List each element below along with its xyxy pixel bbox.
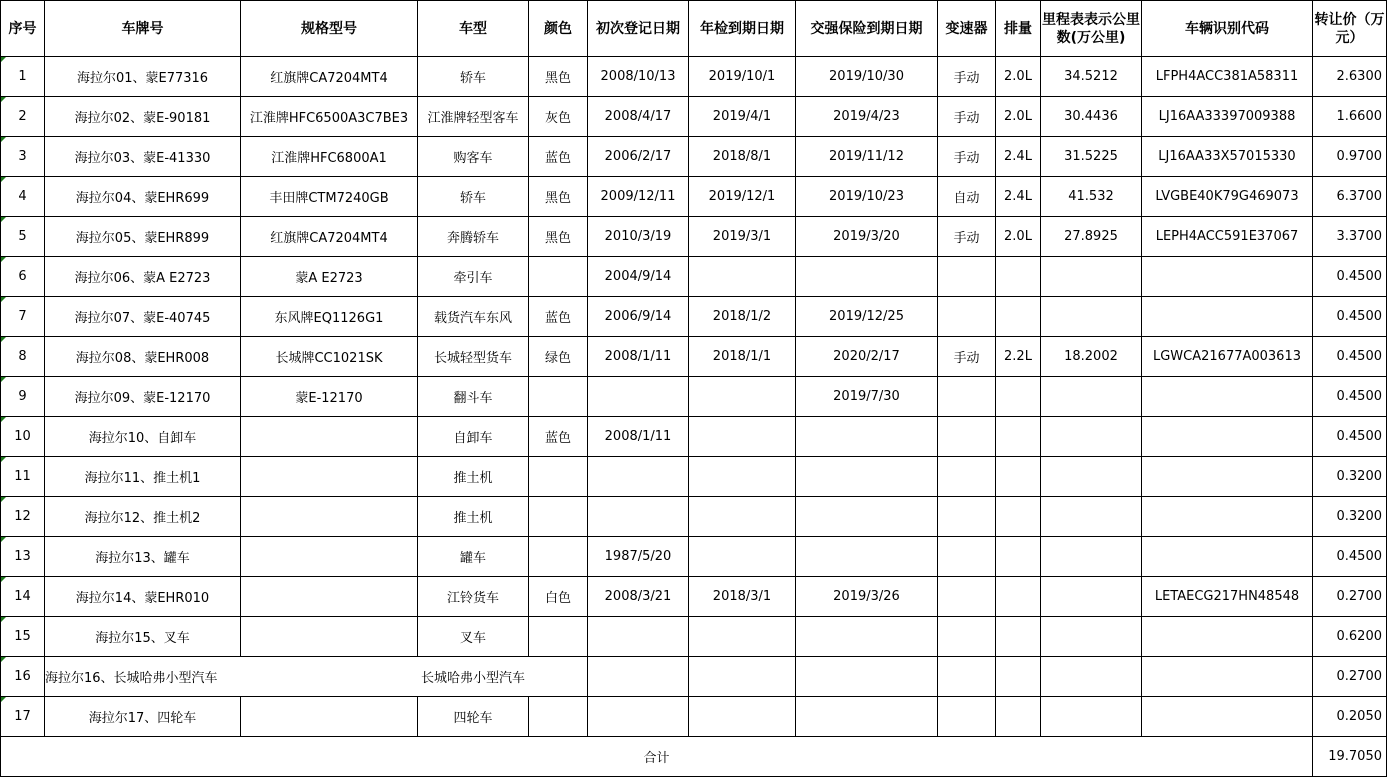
cell-displacement[interactable] (996, 417, 1041, 457)
cell-seq[interactable] (1, 577, 45, 617)
cell-seq[interactable] (1, 497, 45, 537)
cell-text: 9 (18, 389, 27, 404)
cell-inspect-date[interactable] (689, 417, 796, 457)
error-indicator-icon (1, 417, 6, 422)
table-row (1, 537, 1387, 577)
cell-type[interactable]: 奔腾轿车 (418, 217, 529, 257)
cell-reg-date[interactable]: 2006/9/14 (588, 297, 689, 337)
cell-insurance-date[interactable]: 2020/2/17 (796, 337, 938, 377)
cell-gearbox[interactable] (938, 297, 996, 337)
cell-plate[interactable]: 海拉尔08、蒙EHR008 (45, 337, 241, 377)
cell-price[interactable]: 0.9700 (1313, 137, 1387, 177)
cell-color[interactable] (529, 697, 588, 737)
cell-reg-date[interactable]: 2009/12/11 (588, 177, 689, 217)
cell-price[interactable]: 0.4500 (1313, 257, 1387, 297)
cell-insurance-date[interactable]: 2019/12/25 (796, 297, 938, 337)
cell-plate[interactable]: 海拉尔05、蒙EHR899 (45, 217, 241, 257)
cell-type[interactable]: 载货汽车东风 (418, 297, 529, 337)
cell-model[interactable] (241, 697, 418, 737)
cell-text: 5 (18, 229, 27, 244)
cell-seq[interactable] (1, 177, 45, 217)
total-value[interactable]: 19.7050 (1313, 737, 1387, 777)
cell-color[interactable]: 黑色 (529, 177, 588, 217)
cell-price[interactable]: 0.2050 (1313, 697, 1387, 737)
cell-price[interactable]: 0.2700 (1313, 577, 1387, 617)
cell-vin[interactable] (1142, 457, 1313, 497)
cell-color[interactable]: 蓝色 (529, 417, 588, 457)
cell-displacement[interactable] (996, 617, 1041, 657)
cell-seq[interactable] (1, 697, 45, 737)
cell-plate[interactable]: 海拉尔02、蒙E-90181 (45, 97, 241, 137)
table-row (1, 457, 1387, 497)
cell-type[interactable]: 叉车 (418, 617, 529, 657)
table-row (1, 337, 1387, 377)
cell-model[interactable]: 红旗牌CA7204MT4 (241, 57, 418, 97)
table-row (1, 57, 1387, 97)
header-seq[interactable]: 序号 (1, 1, 45, 57)
error-indicator-icon (1, 617, 6, 622)
cell-seq[interactable] (1, 657, 45, 697)
cell-gearbox[interactable] (938, 577, 996, 617)
error-indicator-icon (1, 577, 6, 582)
cell-color[interactable]: 黑色 (529, 217, 588, 257)
cell-plate[interactable]: 海拉尔03、蒙E-41330 (45, 137, 241, 177)
cell-insurance-date[interactable] (796, 257, 938, 297)
cell-gearbox[interactable]: 手动 (938, 217, 996, 257)
cell-gearbox[interactable]: 手动 (938, 137, 996, 177)
cell-gearbox[interactable] (938, 257, 996, 297)
cell-text: 3 (18, 149, 27, 164)
total-label[interactable]: 合计 (1, 737, 1313, 777)
cell-seq[interactable] (1, 57, 45, 97)
cell-insurance-date[interactable]: 2019/10/23 (796, 177, 938, 217)
cell-insurance-date[interactable]: 2019/3/20 (796, 217, 938, 257)
cell-insurance-date[interactable]: 2019/4/23 (796, 97, 938, 137)
header-row (1, 1, 1387, 57)
cell-displacement[interactable]: 2.4L (996, 137, 1041, 177)
cell-reg-date[interactable] (588, 657, 689, 697)
cell-color[interactable]: 黑色 (529, 57, 588, 97)
header-insurance-date[interactable]: 交强保险到期日期 (796, 1, 938, 57)
cell-vin[interactable] (1142, 697, 1313, 737)
cell-price[interactable]: 1.6600 (1313, 97, 1387, 137)
cell-seq[interactable] (1, 617, 45, 657)
header-color[interactable]: 颜色 (529, 1, 588, 57)
error-indicator-icon (1, 497, 6, 502)
error-indicator-icon (1, 217, 6, 222)
cell-reg-date[interactable] (588, 457, 689, 497)
cell-reg-date[interactable]: 2008/1/11 (588, 337, 689, 377)
table-row (1, 217, 1387, 257)
cell-color[interactable] (529, 497, 588, 537)
cell-displacement[interactable] (996, 377, 1041, 417)
header-mileage[interactable]: 里程表表示公里数(万公里) (1041, 1, 1142, 57)
cell-reg-date[interactable]: 1987/5/20 (588, 537, 689, 577)
cell-plate[interactable]: 海拉尔06、蒙A E2723 (45, 257, 241, 297)
table-row (1, 697, 1387, 737)
cell-displacement[interactable] (996, 537, 1041, 577)
cell-inspect-date[interactable] (689, 617, 796, 657)
cell-reg-date[interactable] (588, 377, 689, 417)
cell-seq[interactable] (1, 97, 45, 137)
cell-insurance-date[interactable] (796, 657, 938, 697)
cell-insurance-date[interactable]: 2019/3/26 (796, 577, 938, 617)
cell-text: 海拉尔16、长城哈弗小型汽车 (45, 671, 218, 686)
cell-reg-date[interactable]: 2008/4/17 (588, 97, 689, 137)
error-indicator-icon (1, 97, 6, 102)
cell-plate[interactable]: 海拉尔07、蒙E-40745 (45, 297, 241, 337)
cell-inspect-date[interactable] (689, 497, 796, 537)
cell-gearbox[interactable] (938, 377, 996, 417)
cell-plate[interactable]: 海拉尔17、四轮车 (45, 697, 241, 737)
cell-seq[interactable] (1, 337, 45, 377)
cell-model[interactable] (241, 417, 418, 457)
cell-mileage[interactable] (1041, 657, 1142, 697)
cell-model[interactable]: 江淮牌HFC6500A3C7BE3 (241, 97, 418, 137)
cell-type[interactable]: 推土机 (418, 457, 529, 497)
cell-type[interactable]: 自卸车 (418, 417, 529, 457)
cell-price[interactable]: 0.6200 (1313, 617, 1387, 657)
cell-mileage[interactable] (1041, 537, 1142, 577)
cell-type[interactable]: 牵引车 (418, 257, 529, 297)
cell-mileage[interactable] (1041, 577, 1142, 617)
cell-vin[interactable]: LJ16AA33X57015330 (1142, 137, 1313, 177)
cell-insurance-date[interactable] (796, 497, 938, 537)
cell-model[interactable]: 长城牌CC1021SK (241, 337, 418, 377)
cell-gearbox[interactable]: 手动 (938, 337, 996, 377)
cell-vin[interactable] (1142, 417, 1313, 457)
cell-text: 16 (14, 669, 31, 684)
cell-plate[interactable]: 海拉尔11、推土机1 (45, 457, 241, 497)
cell-type[interactable]: 江淮牌轻型客车 (418, 97, 529, 137)
cell-model[interactable] (241, 457, 418, 497)
table-row (1, 257, 1387, 297)
cell-color[interactable]: 蓝色 (529, 137, 588, 177)
cell-vin[interactable]: LEPH4ACC591E37067 (1142, 217, 1313, 257)
cell-vin[interactable]: LFPH4ACC381A58311 (1142, 57, 1313, 97)
cell-insurance-date[interactable]: 2019/11/12 (796, 137, 938, 177)
cell-insurance-date[interactable]: 2019/10/30 (796, 57, 938, 97)
cell-price[interactable]: 3.3700 (1313, 217, 1387, 257)
cell-reg-date[interactable] (588, 617, 689, 657)
cell-insurance-date[interactable]: 2019/7/30 (796, 377, 938, 417)
cell-gearbox[interactable]: 自动 (938, 177, 996, 217)
error-indicator-icon (1, 177, 6, 182)
header-displacement[interactable]: 排量 (996, 1, 1041, 57)
cell-displacement[interactable] (996, 657, 1041, 697)
cell-plate[interactable]: 海拉尔04、蒙EHR699 (45, 177, 241, 217)
error-indicator-icon (1, 137, 6, 142)
cell-text: 4 (18, 189, 27, 204)
cell-price[interactable]: 0.4500 (1313, 337, 1387, 377)
table-row (1, 497, 1387, 537)
cell-model[interactable]: 红旗牌CA7204MT4 (241, 217, 418, 257)
cell-color[interactable]: 灰色 (529, 97, 588, 137)
cell-vin[interactable] (1142, 617, 1313, 657)
cell-gearbox[interactable] (938, 657, 996, 697)
cell-displacement[interactable] (996, 257, 1041, 297)
header-model[interactable]: 规格型号 (241, 1, 418, 57)
cell-mileage[interactable]: 30.4436 (1041, 97, 1142, 137)
cell-insurance-date[interactable] (796, 457, 938, 497)
cell-insurance-date[interactable] (796, 417, 938, 457)
cell-color[interactable] (529, 617, 588, 657)
cell-color[interactable]: 白色 (529, 577, 588, 617)
cell-plate[interactable]: 海拉尔14、蒙EHR010 (45, 577, 241, 617)
cell-text: 15 (14, 629, 31, 644)
cell-displacement[interactable]: 2.0L (996, 97, 1041, 137)
cell-model[interactable] (241, 537, 418, 577)
table-row (1, 617, 1387, 657)
cell-vin[interactable]: LJ16AA33397009388 (1142, 97, 1313, 137)
cell-displacement[interactable] (996, 697, 1041, 737)
error-indicator-icon (1, 537, 6, 542)
cell-reg-date[interactable] (588, 697, 689, 737)
cell-inspect-date[interactable]: 2019/10/1 (689, 57, 796, 97)
cell-plate[interactable]: 海拉尔09、蒙E-12170 (45, 377, 241, 417)
cell-type[interactable]: 罐车 (418, 537, 529, 577)
cell-gearbox[interactable] (938, 697, 996, 737)
cell-color[interactable]: 蓝色 (529, 297, 588, 337)
cell-inspect-date[interactable]: 2018/8/1 (689, 137, 796, 177)
cell-inspect-date[interactable] (689, 697, 796, 737)
cell-displacement[interactable] (996, 457, 1041, 497)
cell-reg-date[interactable] (588, 497, 689, 537)
cell-vin[interactable] (1142, 377, 1313, 417)
cell-displacement[interactable]: 2.0L (996, 57, 1041, 97)
cell-model[interactable] (241, 617, 418, 657)
cell-gearbox[interactable]: 手动 (938, 97, 996, 137)
cell-text: 1 (18, 69, 27, 84)
cell-gearbox[interactable] (938, 497, 996, 537)
cell-vin[interactable] (1142, 497, 1313, 537)
cell-seq[interactable] (1, 457, 45, 497)
cell-type[interactable]: 长城哈弗小型汽车 (418, 657, 529, 697)
cell-type[interactable]: 轿车 (418, 57, 529, 97)
cell-text: 14 (14, 589, 31, 604)
table-row (1, 177, 1387, 217)
cell-displacement[interactable]: 2.2L (996, 337, 1041, 377)
cell-color[interactable] (529, 537, 588, 577)
cell-text: 10 (14, 429, 31, 444)
cell-inspect-date[interactable]: 2019/12/1 (689, 177, 796, 217)
cell-mileage[interactable]: 27.8925 (1041, 217, 1142, 257)
cell-vin[interactable] (1142, 257, 1313, 297)
cell-inspect-date[interactable] (689, 457, 796, 497)
cell-price[interactable]: 0.3200 (1313, 497, 1387, 537)
cell-plate[interactable]: 海拉尔12、推土机2 (45, 497, 241, 537)
cell-color[interactable] (529, 457, 588, 497)
cell-displacement[interactable] (996, 577, 1041, 617)
cell-color[interactable] (529, 377, 588, 417)
cell-inspect-date[interactable] (689, 657, 796, 697)
cell-model[interactable]: 东风牌EQ1126G1 (241, 297, 418, 337)
header-inspect-date[interactable]: 年检到期日期 (689, 1, 796, 57)
cell-inspect-date[interactable] (689, 537, 796, 577)
cell-type[interactable]: 长城轻型货车 (418, 337, 529, 377)
cell-text: 8 (18, 349, 27, 364)
cell-inspect-date[interactable]: 2018/1/1 (689, 337, 796, 377)
table-row (1, 97, 1387, 137)
cell-price[interactable]: 0.4500 (1313, 297, 1387, 337)
cell-mileage[interactable] (1041, 457, 1142, 497)
table-row (1, 297, 1387, 337)
cell-price[interactable]: 6.3700 (1313, 177, 1387, 217)
cell-seq[interactable] (1, 297, 45, 337)
cell-gearbox[interactable] (938, 457, 996, 497)
cell-seq[interactable] (1, 137, 45, 177)
header-vin[interactable]: 车辆识别代码 (1142, 1, 1313, 57)
cell-gearbox[interactable] (938, 617, 996, 657)
cell-gearbox[interactable] (938, 417, 996, 457)
table-row (1, 417, 1387, 457)
cell-inspect-date[interactable] (689, 377, 796, 417)
cell-displacement[interactable]: 2.0L (996, 217, 1041, 257)
cell-displacement[interactable] (996, 297, 1041, 337)
cell-mileage[interactable]: 34.5212 (1041, 57, 1142, 97)
error-indicator-icon (1, 457, 6, 462)
cell-reg-date[interactable]: 2008/1/11 (588, 417, 689, 457)
cell-mileage[interactable] (1041, 697, 1142, 737)
cell-model[interactable]: 蒙A E2723 (241, 257, 418, 297)
cell-model[interactable]: 丰田牌CTM7240GB (241, 177, 418, 217)
cell-price[interactable]: 0.2700 (1313, 657, 1387, 697)
cell-plate[interactable]: 海拉尔13、罐车 (45, 537, 241, 577)
cell-gearbox[interactable]: 手动 (938, 57, 996, 97)
cell-text: 17 (14, 709, 31, 724)
cell-vin[interactable] (1142, 537, 1313, 577)
header-reg-date[interactable]: 初次登记日期 (588, 1, 689, 57)
cell-mileage[interactable] (1041, 417, 1142, 457)
cell-text: 6 (18, 269, 27, 284)
cell-type[interactable]: 购客车 (418, 137, 529, 177)
cell-model[interactable] (241, 657, 418, 697)
cell-seq[interactable] (1, 217, 45, 257)
cell-price[interactable]: 0.4500 (1313, 417, 1387, 457)
cell-price[interactable]: 0.4500 (1313, 377, 1387, 417)
cell-model[interactable] (241, 497, 418, 537)
cell-mileage[interactable] (1041, 617, 1142, 657)
cell-type[interactable]: 推土机 (418, 497, 529, 537)
cell-displacement[interactable]: 2.4L (996, 177, 1041, 217)
cell-vin[interactable]: LVGBE40K79G469073 (1142, 177, 1313, 217)
cell-reg-date[interactable]: 2010/3/19 (588, 217, 689, 257)
cell-type[interactable]: 轿车 (418, 177, 529, 217)
cell-plate[interactable] (45, 657, 241, 697)
cell-vin[interactable]: LETAECG217HN48548 (1142, 577, 1313, 617)
cell-color[interactable]: 绿色 (529, 337, 588, 377)
cell-price[interactable]: 0.4500 (1313, 537, 1387, 577)
table-row (1, 137, 1387, 177)
cell-model[interactable] (241, 577, 418, 617)
table-row (1, 577, 1387, 617)
cell-text: 11 (14, 469, 31, 484)
cell-price[interactable]: 0.3200 (1313, 457, 1387, 497)
cell-reg-date[interactable]: 2008/3/21 (588, 577, 689, 617)
cell-seq[interactable] (1, 417, 45, 457)
cell-mileage[interactable]: 41.532 (1041, 177, 1142, 217)
header-gearbox[interactable]: 变速器 (938, 1, 996, 57)
cell-text: 13 (14, 549, 31, 564)
cell-plate[interactable]: 海拉尔10、自卸车 (45, 417, 241, 457)
cell-reg-date[interactable]: 2008/10/13 (588, 57, 689, 97)
cell-text: 2 (18, 109, 27, 124)
cell-inspect-date[interactable]: 2018/3/1 (689, 577, 796, 617)
cell-vin[interactable] (1142, 297, 1313, 337)
cell-type[interactable]: 翻斗车 (418, 377, 529, 417)
header-plate[interactable]: 车牌号 (45, 1, 241, 57)
cell-displacement[interactable] (996, 497, 1041, 537)
error-indicator-icon (1, 337, 6, 342)
cell-color[interactable] (529, 257, 588, 297)
cell-text: 7 (18, 309, 27, 324)
error-indicator-icon (1, 377, 6, 382)
cell-mileage[interactable] (1041, 497, 1142, 537)
error-indicator-icon (1, 57, 6, 62)
cell-model[interactable]: 江淮牌HFC6800A1 (241, 137, 418, 177)
cell-inspect-date[interactable]: 2019/3/1 (689, 217, 796, 257)
cell-seq[interactable] (1, 537, 45, 577)
table-row (1, 657, 1387, 697)
cell-inspect-date[interactable]: 2018/1/2 (689, 297, 796, 337)
cell-seq[interactable] (1, 257, 45, 297)
error-indicator-icon (1, 697, 6, 702)
cell-gearbox[interactable] (938, 537, 996, 577)
cell-mileage[interactable] (1041, 377, 1142, 417)
error-indicator-icon (1, 657, 6, 662)
cell-text: 12 (14, 509, 31, 524)
cell-mileage[interactable] (1041, 257, 1142, 297)
cell-reg-date[interactable]: 2004/9/14 (588, 257, 689, 297)
cell-mileage[interactable]: 18.2002 (1041, 337, 1142, 377)
cell-vin[interactable]: LGWCA21677A003613 (1142, 337, 1313, 377)
cell-insurance-date[interactable] (796, 537, 938, 577)
error-indicator-icon (1, 257, 6, 262)
cell-vin[interactable] (1142, 657, 1313, 697)
error-indicator-icon (1, 297, 6, 302)
header-type[interactable]: 车型 (418, 1, 529, 57)
cell-model[interactable]: 蒙E-12170 (241, 377, 418, 417)
cell-insurance-date[interactable] (796, 617, 938, 657)
cell-reg-date[interactable]: 2006/2/17 (588, 137, 689, 177)
total-row (1, 737, 1387, 777)
cell-type[interactable]: 江铃货车 (418, 577, 529, 617)
cell-plate[interactable]: 海拉尔01、蒙E77316 (45, 57, 241, 97)
cell-color[interactable] (529, 657, 588, 697)
cell-inspect-date[interactable]: 2019/4/1 (689, 97, 796, 137)
cell-mileage[interactable] (1041, 297, 1142, 337)
cell-type[interactable]: 四轮车 (418, 697, 529, 737)
cell-mileage[interactable]: 31.5225 (1041, 137, 1142, 177)
cell-price[interactable]: 2.6300 (1313, 57, 1387, 97)
cell-seq[interactable] (1, 377, 45, 417)
cell-plate[interactable]: 海拉尔15、叉车 (45, 617, 241, 657)
cell-inspect-date[interactable] (689, 257, 796, 297)
table-row (1, 377, 1387, 417)
header-price[interactable]: 转让价（万元） (1313, 1, 1387, 57)
cell-insurance-date[interactable] (796, 697, 938, 737)
